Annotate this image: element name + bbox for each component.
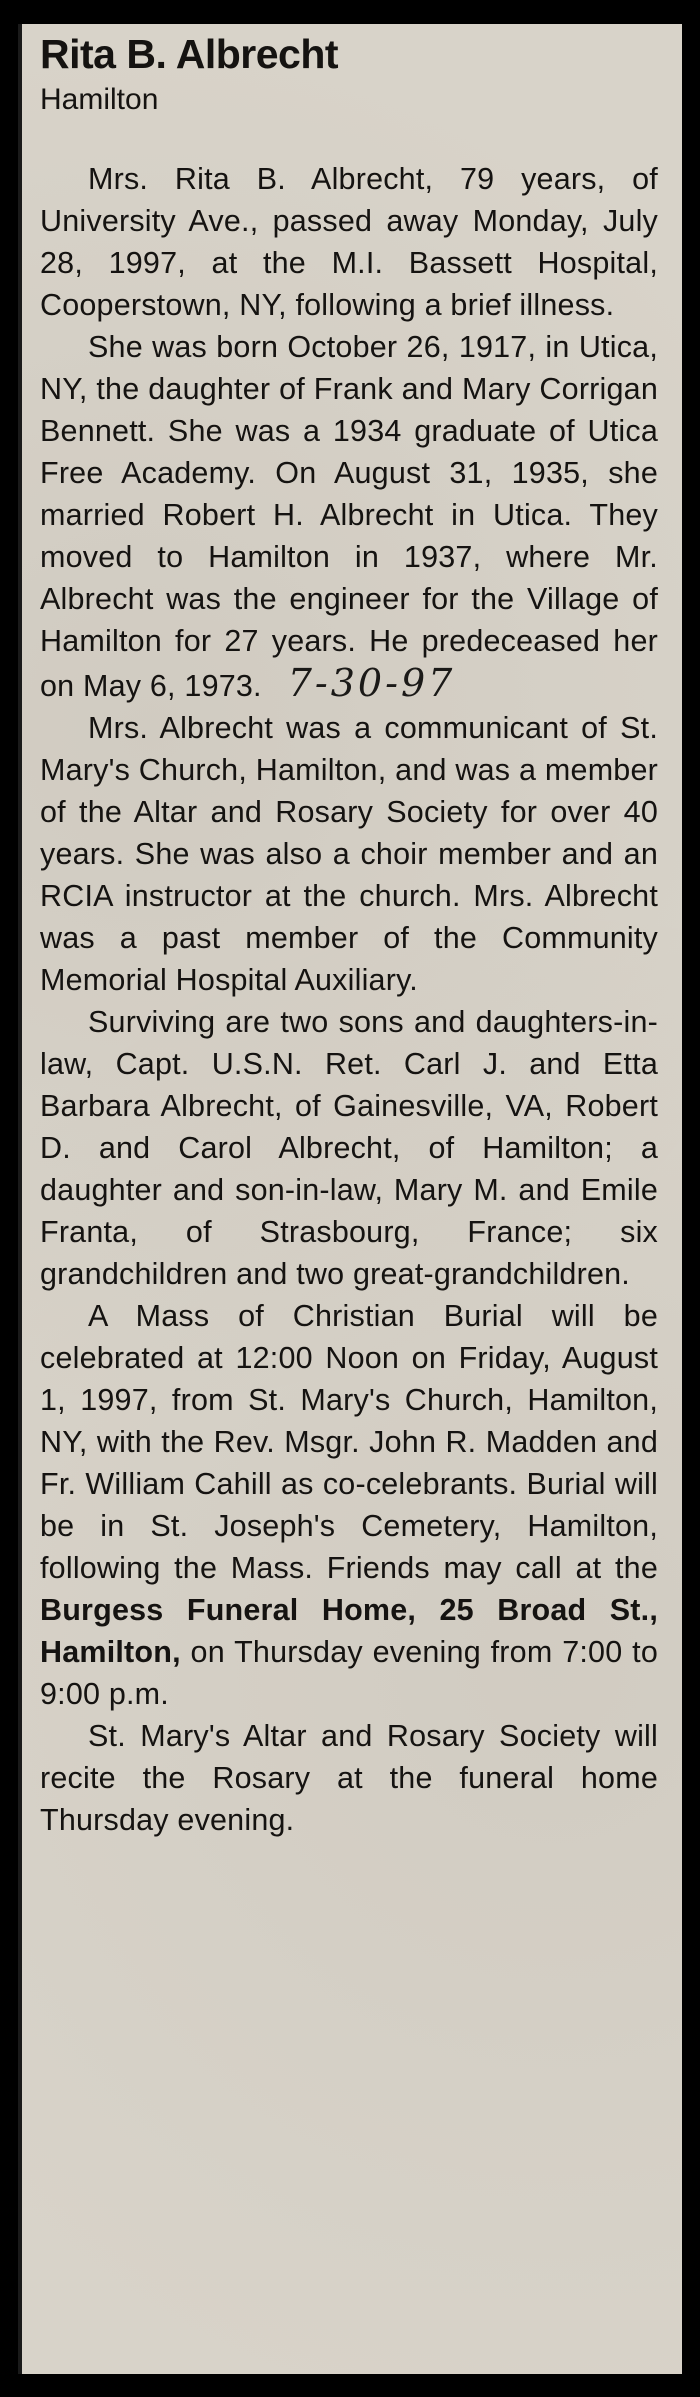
paragraph-church-involvement: Mrs. Albrecht was a communicant of St. Mary's Church, Hamilton, and was a member of the Altar and Rosary Society for over 40 years. She was also a choir member and an RCIA instructor at the church. Mrs. Albrecht was a past member of the Community Memorial Hospital Auxiliary. — [40, 711, 658, 997]
obituary-headline: Rita B. Albrecht — [40, 31, 339, 77]
biography-text: She was born October 26, 1917, in Utica, NY, the daughter of Frank and Mary Corrigan Bennett. She was a 1934 graduate of Utica Free Academy. On August 31, 1935, she married Robert H. Albrecht in Utica. They moved to Hamilton in 1937, where Mr. Albrecht was the engineer for the Village of Hamilton for 27 years. He predeceased her on May 6, 1973. — [40, 330, 658, 703]
paragraph-biography — [40, 326, 658, 707]
paragraph-services — [40, 1295, 658, 1715]
obituary-dateline: Hamilton — [40, 83, 159, 116]
paragraph-survivors: Surviving are two sons and daughters-in-law, Capt. U.S.N. Ret. Carl J. and Etta Barbara Albrecht, of Gainesville, VA, Robert D. and Carol Albrecht, of Hamilton; a daughter and son-in-law, Mary M. and Emile Franta, of Strasbourg, France; six grandchildren and two great-grandchildren. — [40, 1005, 658, 1291]
handwritten-date: 7-30-97 — [287, 661, 456, 705]
services-text-end: on Thursday evening from 7:00 to 9:00 p.m. — [40, 1635, 658, 1711]
services-text-start: A Mass of Christian Burial will be celebrated at 12:00 Noon on Friday, August 1, 1997, from St. Mary's Church, Hamilton, NY, with the Rev. Msgr. John R. Madden and Fr. William Cahill as co-celebrants. Burial will be in St. Joseph's Cemetery, Hamilton, following the Mass. Friends may call at the — [40, 1299, 658, 1585]
paragraph-death-notice: Mrs. Rita B. Albrecht, 79 years, of University Ave., passed away Monday, July 28, 1997, at the M.I. Bassett Hospital, Cooperstown, NY, following a brief illness. — [40, 162, 658, 322]
newspaper-clipping — [18, 24, 682, 2374]
paragraph-rosary: St. Mary's Altar and Rosary Society will recite the Rosary at the funeral home Thursday evening. — [40, 1719, 658, 1837]
funeral-home-name: Burgess Funeral Home, 25 Broad St., Hamilton, — [40, 1593, 658, 1669]
